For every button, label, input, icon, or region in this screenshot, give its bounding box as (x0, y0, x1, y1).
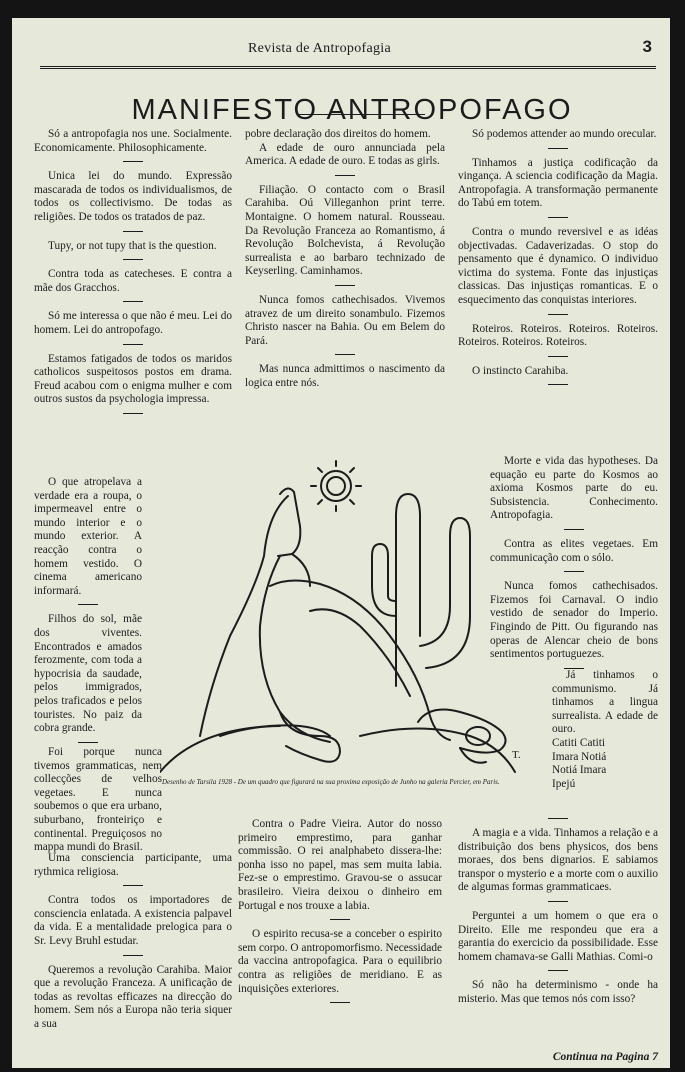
separator (330, 1002, 350, 1003)
separator (548, 818, 568, 819)
paragraph: Contra todos os importadores de consciencia enlatada. A existencia palpavel da vida. E a mentalidade prelogica para o Sr. Levy Bruhl estudar. (34, 894, 232, 947)
paragraph: O instincto Carahiba. (472, 364, 569, 377)
separator (548, 314, 568, 315)
illustration-caption: Desenho de Tarsila 1928 - De um quadro que figurará na sua proxima exposição de Junho na galeria Percier, em Paris. (162, 778, 500, 786)
separator (564, 571, 584, 572)
separator (78, 604, 98, 605)
poem-line: Notiá Imara (552, 764, 607, 777)
right-column-top (458, 128, 658, 393)
paragraph: Perguntei a um homem o que era o Direito. Elle me respondeu que era a garantia do exercicio da possibilidade. Esse homem chamava-se Galli Mathias. Comi-o (458, 909, 658, 963)
paragraph: A edade de ouro annunciada pela America. A edade de ouro. E todas as girls. (245, 141, 445, 168)
paragraph: Contra o mundo reversivel e as idéas objectivadas. Cadaverizadas. O stop do pensamento que é dynamico. O individuo victima do systema. Fonte das injustiças classicas. Das injustiças romanticas. E o esquecimento das conquistas interiores. (458, 225, 658, 306)
paragraph: Já tinhamos o communismo. Já tinhamos a lingua surrealista. A edade de ouro. (552, 669, 658, 736)
continuation-note: Continua na Pagina 7 (552, 1051, 658, 1063)
middle-column-top (245, 128, 445, 391)
left-column-middle (34, 746, 162, 855)
paragraph: Contra toda as catecheses. E contra a mãe dos Gracchos. (34, 268, 232, 294)
paragraph: Estamos fatigados de todos os maridos catholicos suspeitosos postos em drama. Freud acabou com o enigma mulher e com outros sustos da psychologia impressa. (34, 352, 232, 406)
paragraph: Filhos do sol, mãe dos viventes. Encontrados e amados ferozmente, com toda a hypocrisia da saudade, pelos immigrados, pelos traficados e pelos touristes. No paiz da cobra grande. (34, 613, 142, 735)
separator (123, 231, 143, 232)
paragraph: O que atropelava a verdade era a roupa, o impermeavel entre o mundo interior e o mundo exterior. A reacção contra o homem vestido. O cinema americano informará. (34, 476, 142, 597)
separator (330, 919, 350, 920)
abaporu-illustration (160, 436, 530, 776)
paragraph: Roteiros. Roteiros. Roteiros. Roteiros. Roteiros. Roteiros. Roteiros. (458, 322, 658, 349)
poem (552, 737, 658, 791)
poem-line: Imara Notiá (552, 750, 607, 763)
paragraph: Unica lei do mundo. Expressão mascarada de todos os individualismos, de todos os collectivismo. De todas as religiões. De todos os tratados de paz. (34, 170, 232, 223)
right-column-narrow (552, 669, 658, 791)
separator (78, 742, 98, 743)
middle-column-bottom (238, 818, 442, 1011)
paragraph: Contra o Padre Vieira. Autor do nosso primeiro emprestimo, para ganhar commissão. O rei analphabeto dissera-lhe: ponha isso no papel, mas sem muita labia. Fez-se o emprestimo. Gravou-se o assucar brasileiro. Vieira deixou o dinheiro em Portugal e nos trouxe a labia. (238, 818, 442, 912)
paragraph: Tupy, or not tupy that is the question. (48, 239, 217, 252)
paragraph: O espirito recusa-se a conceber o espirito sem corpo. O antropomorfismo. Necessidade da vaccina antropofagica. Para o equilibrio contra as religiões de meridiano. E as inquisições exteriores. (238, 928, 442, 995)
running-header: Revista de Antropofagia (248, 41, 391, 56)
separator (548, 217, 568, 218)
poem-line: Ipejú (552, 777, 576, 790)
left-column-narrow (34, 476, 142, 751)
separator (548, 356, 568, 357)
left-column-bottom (34, 852, 232, 1032)
page-title: MANIFESTO ANTROPOFAGO (131, 94, 573, 127)
separator (123, 259, 143, 260)
separator (123, 344, 143, 345)
illustration-signature: T. (512, 749, 521, 761)
separator (335, 354, 355, 355)
paragraph: Filiação. O contacto com o Brasil Carahiba. Oú Villeganhon print terre. Montaigne. O homem natural. Rousseau. Da Revolução Franceza ao Romantismo, á Revolução Bolchevista, á Revolução surrealista e ao barbaro technizado de Keyserling. Caminhamos. (245, 183, 445, 278)
paragraph: Só me interessa o que não é meu. Lei do homem. Lei do antropofago. (34, 310, 232, 336)
paragraph: Só a antropofagia nos une. Socialmente. Economicamente. Philosophicamente. (34, 128, 232, 154)
paragraph: Só podemos attender ao mundo orecular. (472, 128, 657, 140)
title-underline (299, 114, 425, 115)
separator (548, 901, 568, 902)
paragraph: Uma consciencia participante, uma rythmica religiosa. (34, 852, 232, 878)
paragraph: Morte e vida das hypotheses. Da equação eu parte do Kosmos ao axioma Kosmos parte do eu. Subsistencia. Conhecimento. Antropofagia. (490, 455, 658, 522)
paragraph: Só não ha determinismo - onde ha misterio. Mas que temos nós com isso? (458, 979, 658, 1005)
sun-icon (311, 461, 361, 511)
header-rule (40, 66, 656, 69)
paragraph: A magia e a vida. Tinhamos a relação e a distribuição dos bens physicos, dos bens moraes, dos bens dignarios. E sabiamos transpor o mysterio e a morte com o auxilio de algumas formas grammaticaes. (458, 827, 658, 894)
paragraph: Mas nunca admittimos o nascimento da logica entre nós. (245, 363, 445, 389)
paragraph: Queremos a revolução Carahiba. Maior que a revolução Franceza. A unificação de todas as revoltas efficazes na direcção do homem. Sem nós a Europa não teria siquer a sua (34, 963, 232, 1030)
paragraph: Contra as elites vegetaes. Em communicação com o sólo. (490, 537, 658, 564)
separator (123, 413, 143, 414)
separator (123, 161, 143, 162)
separator (335, 175, 355, 176)
page-number: 3 (642, 37, 652, 56)
separator (123, 301, 143, 302)
left-column-top (34, 128, 232, 422)
separator (548, 970, 568, 971)
right-column-bottom (458, 812, 658, 1007)
paragraph: Nunca fomos cathechisados. Vivemos atravez de um direito sonambulo. Fizemos Christo nascer na Bahia. Ou em Belem do Pará. (245, 293, 445, 347)
poem-line: Catiti Catiti (552, 736, 606, 749)
magazine-page (12, 18, 670, 1068)
seated-figure-drawing (200, 488, 506, 762)
paragraph: Foi porque nunca tivemos grammaticas, nem collecções de velhos vegetaes. E nunca soubemos o que era urbano, suburbano, fronteiriço e continental. Preguiçosos no mappa mundi do Brasil. (34, 746, 162, 854)
separator (123, 885, 143, 886)
separator (548, 148, 568, 149)
separator (335, 285, 355, 286)
separator (123, 955, 143, 956)
separator (564, 529, 584, 530)
separator (548, 384, 568, 385)
paragraph: Nunca fomos cathechisados. Fizemos foi Carnaval. O indio vestido de senador do Imperio. Fingindo de Pitt. Ou figurando nas operas de Alencar cheio de bons sentimentos portuguezes. (490, 580, 658, 661)
paragraph: pobre declaração dos direitos do homem. (245, 128, 431, 140)
paragraph: Tinhamos a justiça codificação da vingança. A sciencia codificação da Magia. Antropofagia. A transformação permanente do Tabú em totem. (458, 156, 658, 210)
